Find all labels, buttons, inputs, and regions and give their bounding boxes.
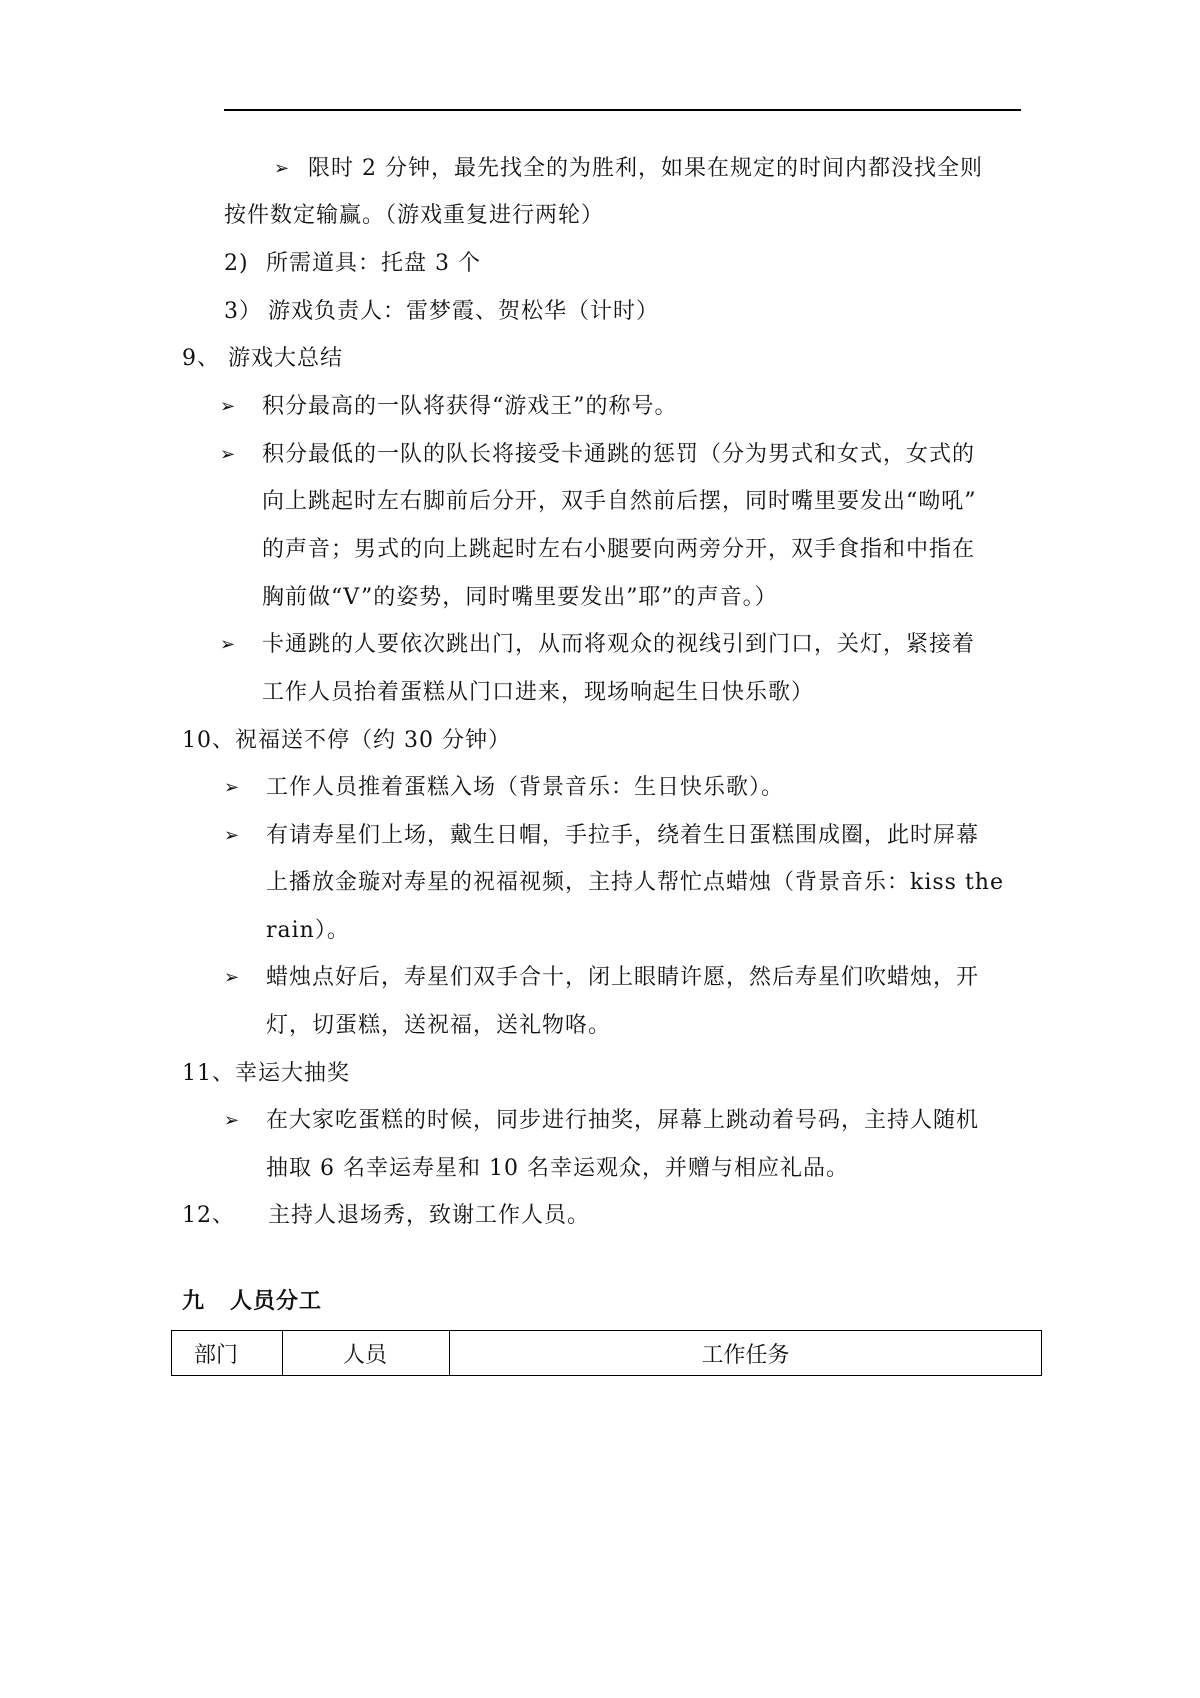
item10-bullet2-line1: 有请寿星们上场，戴生日帽，手拉手，绕着生日蛋糕围成圈，此时屏幕: [266, 823, 980, 848]
item9-bullet3-line2: 工作人员抬着蛋糕从门口进来，现场响起生日快乐歌）: [262, 680, 815, 705]
arrowhead-bullet-icon: ➢: [224, 967, 240, 988]
header-rule: [224, 109, 1021, 111]
owner-number: 3）: [224, 299, 262, 324]
header-tasks: 工作任务: [450, 1331, 1042, 1376]
item12-text: 主持人退场秀，致谢工作人员。: [268, 1203, 591, 1228]
item9-bullet3-line1: 卡通跳的人要依次跳出门，从而将观众的视线引到门口，关灯，紧接着: [262, 632, 976, 657]
section9-number: 九: [182, 1289, 206, 1314]
item9-bullet1: 积分最高的一队将获得“游戏王”的称号。: [262, 394, 678, 419]
bullet-timer-line1: 限时 2 分钟，最先找全的为胜利，如果在规定的时间内都没找全则: [308, 156, 983, 181]
item9-heading: 9、 游戏大总结: [182, 346, 343, 371]
item11-heading: 11、幸运大抽奖: [182, 1061, 350, 1086]
arrowhead-bullet-icon: ➢: [220, 634, 236, 655]
item10-heading: 10、祝福送不停（约 30 分钟）: [182, 728, 511, 753]
item10-bullet2-line2: 上播放金璇对寿星的祝福视频，主持人帮忙点蜡烛（背景音乐：kiss the: [266, 870, 1004, 895]
props-number: 2): [224, 251, 249, 276]
item9-bullet2-line3: 的声音；男式的向上跳起时左右小腿要向两旁分开，双手食指和中指在: [262, 537, 976, 562]
props-text: 所需道具：托盘 3 个: [266, 251, 481, 276]
header-personnel: 人员: [283, 1331, 450, 1376]
item10-bullet2-line3: rain）。: [266, 918, 350, 943]
arrowhead-bullet-icon: ➢: [224, 777, 240, 798]
item9-bullet2-line1: 积分最低的一队的队长将接受卡通跳的惩罚（分为男式和女式，女式的: [262, 442, 976, 467]
item9-bullet2-line4: 胸前做“V”的姿势，同时嘴里要发出”耶”的声音。）: [262, 585, 778, 610]
arrowhead-bullet-icon: ➢: [224, 825, 240, 846]
section9-title: 人员分工: [230, 1289, 323, 1314]
table-header-row: [172, 1331, 1042, 1376]
header-department: 部门: [172, 1331, 283, 1376]
item10-bullet3-line2: 灯，切蛋糕，送祝福，送礼物咯。: [266, 1013, 612, 1038]
item11-bullet1-line2: 抽取 6 名幸运寿星和 10 名幸运观众，并赠与相应礼品。: [266, 1156, 849, 1181]
arrowhead-bullet-icon: ➢: [220, 444, 236, 465]
item9-bullet2-line2: 向上跳起时左右脚前后分开，双手自然前后摆，同时嘴里要发出“呦吼”: [262, 489, 977, 514]
arrowhead-bullet-icon: ➢: [224, 1110, 240, 1131]
item11-bullet1-line1: 在大家吃蛋糕的时候，同步进行抽奖，屏幕上跳动着号码，主持人随机: [266, 1108, 980, 1133]
item10-bullet3-line1: 蜡烛点好后，寿星们双手合十，闭上眼睛许愿，然后寿星们吹蜡烛，开: [266, 965, 980, 990]
owner-text: 游戏负责人：雷梦霞、贺松华（计时）: [268, 299, 660, 324]
arrowhead-bullet-icon: ➢: [220, 396, 236, 417]
bullet-timer-line2: 按件数定输赢。（游戏重复进行两轮）: [224, 203, 605, 228]
item12-number: 12、: [182, 1203, 235, 1228]
staff-table: [171, 1330, 1042, 1376]
item10-bullet1: 工作人员推着蛋糕入场（背景音乐：生日快乐歌）。: [266, 775, 785, 800]
arrowhead-bullet-icon: ➢: [274, 158, 290, 179]
